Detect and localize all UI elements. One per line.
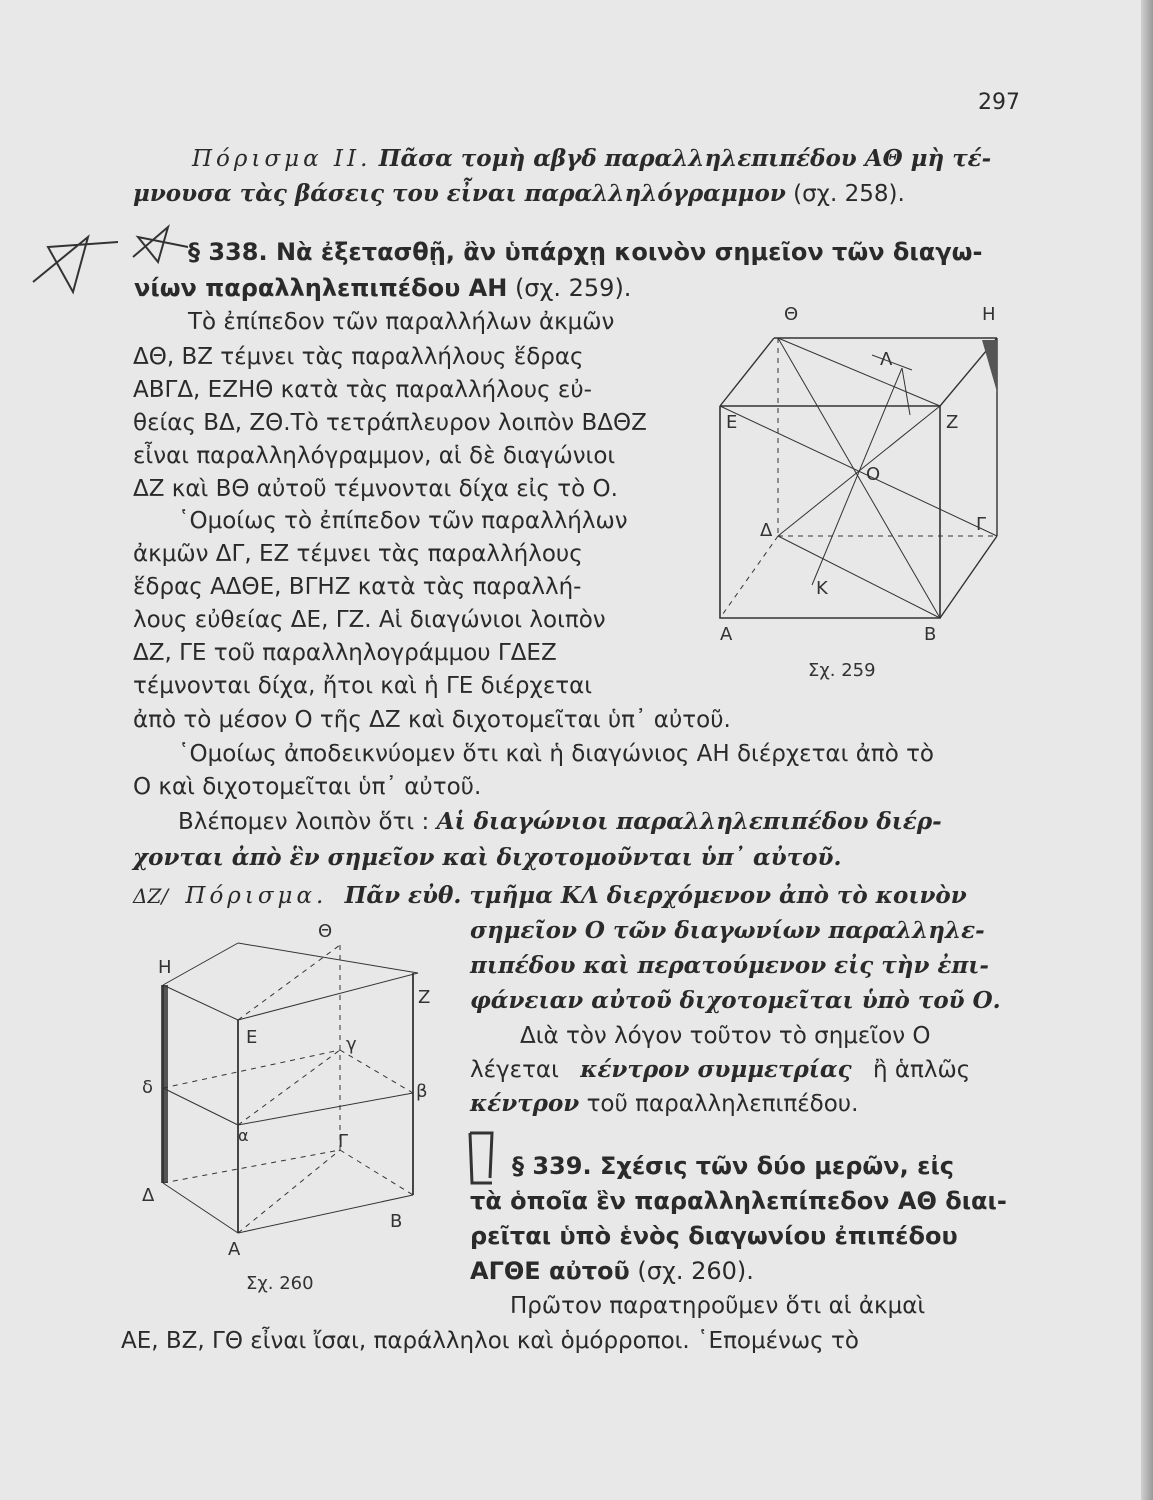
fig259-segment (902, 368, 910, 415)
porisma-line7-a: κέντρον (470, 1090, 580, 1117)
fig260-hidden-edge (340, 1050, 413, 1093)
s339-text1: Πρῶτον παρατηροῦμεν ὅτι αἱ ἀκμαὶ (510, 1293, 926, 1319)
s338-line: ῾Ομοίως τὸ ἐπίπεδον τῶν παραλλήλων (178, 508, 628, 534)
s338-line: Ο καὶ διχοτομεῖται ὑπ᾽ αὐτοῦ. (133, 774, 482, 800)
s338-title2: νίων παραλληλεπιπέδου ΑΗ (134, 274, 508, 302)
porisma-line6-a: λέγεται (470, 1057, 559, 1083)
fig260-label: Ε (246, 1027, 258, 1048)
fig260-edge (238, 943, 418, 973)
porisma-line7 (470, 1088, 858, 1120)
s338-line: ῾Ομοίως ἀποδεικνύομεν ὅτι καὶ ἡ διαγώνιος ΑΗ διέρχεται ἀπὸ τὸ (178, 741, 935, 767)
fig259-label: Ο (866, 464, 881, 485)
fig259-hidden-edge (720, 536, 778, 618)
fig259-label: Δ (760, 520, 773, 541)
porisma-line5: Διὰ τὸν λόγον τοῦτον τὸ σημεῖον Ο (520, 1023, 931, 1049)
porisma-line7-b: τοῦ παραλληλεπιπέδου. (586, 1091, 859, 1117)
porisma2-ref: (σχ. 258). (793, 181, 905, 207)
fig259-label: Λ (880, 349, 893, 370)
porisma2-text2: μνουσα τὰς βάσεις του εἶναι παραλληλόγραμμον (133, 180, 786, 207)
s338-title1: Νὰ ἐξετασθῇ, ἂν ὑπάρχῃ κοινὸν σημεῖον τῶν διαγω- (275, 238, 983, 266)
fig260-edge (238, 1195, 413, 1233)
s338-line: ΔΘ, ΒΖ τέμνει τὰς παραλλήλους ἕδρας (133, 344, 584, 370)
s339-title3: ρεῖται ὑπὸ ἑνὸς διαγωνίου ἐπιπέδου (470, 1222, 958, 1250)
fig260-edge (163, 1183, 238, 1233)
porisma2-line1 (192, 143, 991, 175)
s339-text2: ΑΕ, ΒΖ, ΓΘ εἶναι ἴσαι, παράλληλοι καὶ ὁμόρροποι. ῾Επομένως τὸ (121, 1328, 859, 1354)
s338-concl-lead: Βλέπομεν λοιπὸν ὅτι : (178, 809, 430, 835)
porisma-margin-note: ΔΖ/ (133, 884, 169, 908)
fig260-hidden-edge (238, 945, 340, 1020)
s338-line: θείας ΒΔ, ΖΘ.Τὸ τετράπλευρον λοιπὸν ΒΔΘΖ (133, 410, 647, 436)
page-edge-shadow (1141, 0, 1153, 1500)
fig259-label: Γ (976, 514, 987, 535)
s338-line: ΑΒΓΔ, ΕΖΗΘ κατὰ τὰς παραλλήλους εὐ- (133, 377, 592, 403)
s338-line: εἶναι παραλληλόγραμμον, αἱ δὲ διαγώνιοι (133, 443, 616, 469)
fig259-label: Α (720, 624, 733, 645)
fig260-label: Δ (142, 1185, 155, 1206)
s338-concl2: χονται ἀπὸ ἓν σημεῖον καὶ διχοτομοῦνται ὑπ᾽ αὐτοῦ. (133, 844, 842, 871)
fig259-shading (982, 340, 997, 392)
fig260-hidden-edge (340, 1150, 413, 1195)
fig260-label: Α (228, 1239, 241, 1260)
fig259-edge-GB (940, 536, 997, 618)
fig259-label: Θ (784, 304, 799, 325)
porisma2-text1: Πᾶσα τομὴ αβγδ παραλληλεπιπέδου ΑΘ μὴ τέ- (378, 145, 992, 172)
s338-title-line2 (134, 272, 631, 304)
s338-ref: (σχ. 259). (514, 274, 632, 302)
s338-conclusion-line1 (178, 806, 942, 838)
page-number: 297 (978, 90, 1020, 115)
porisma-line6-c: ἢ ἁπλῶς (872, 1057, 971, 1083)
s338-line: ἀκμῶν ΔΓ, ΕΖ τέμνει τὰς παραλλήλους (133, 541, 583, 567)
s338-line: ἀπὸ τὸ μέσον Ο τῆς ΔΖ καὶ διχοτομεῖται ὑπ᾽ αὐτοῦ. (133, 707, 731, 733)
fig259-label: Η (982, 304, 996, 325)
fig260-label: α (238, 1126, 249, 1145)
fig260-label: γ (346, 1034, 357, 1055)
fig260-edge (163, 1088, 238, 1125)
s339-title-line4 (470, 1255, 754, 1287)
fig260-edge (238, 973, 418, 1020)
fig260-label: β (416, 1081, 428, 1102)
fig260-label: Ζ (418, 987, 431, 1008)
fig260-label: Θ (318, 921, 333, 942)
fig259-label: Ζ (946, 412, 959, 433)
fig260-hidden-edge (238, 1050, 340, 1125)
fig259-label: Κ (816, 578, 828, 599)
porisma-text: σημεῖον Ο τῶν διαγωνίων παραλληλε- (470, 917, 985, 944)
s339-number: § 339. (512, 1152, 592, 1180)
fig260-left-shading (161, 985, 168, 1183)
fig260-hidden-edge (238, 1150, 340, 1233)
fig260-caption: Σχ. 260 (246, 1273, 314, 1294)
fig259-segment-KL (812, 368, 902, 585)
s338-concl1: Αἱ διαγώνιοι παραλληλεπιπέδου διέρ- (436, 808, 942, 835)
porisma-line6 (470, 1054, 970, 1086)
fig260-edge (238, 1093, 413, 1125)
porisma-text: πιπέδου καὶ περατούμενον εἰς τὴν ἐπι- (470, 952, 989, 979)
s338-line: ἕδρας ΑΔΘΕ, ΒΓΗΖ κατὰ τὰς παραλλή- (133, 574, 582, 600)
fig259-diagonal (778, 536, 940, 618)
fig260-label: δ (142, 1077, 154, 1098)
figure-259-parallelepiped (712, 300, 1012, 700)
s339-title2: τὰ ὁποῖα ἓν παραλληλεπίπεδον ΑΘ διαι- (470, 1187, 1007, 1215)
fig259-diagonal (778, 338, 940, 406)
fig259-caption: Σχ. 259 (808, 660, 876, 681)
porisma-line6-b: κέντρον συμμετρίας (580, 1056, 852, 1083)
fig259-label: Β (924, 624, 937, 645)
fig260-label: Η (158, 957, 172, 978)
s338-number: § 338. (188, 238, 268, 266)
s339-title1: Σχέσις τῶν δύο μερῶν, εἰς (599, 1152, 955, 1180)
figure-260-parallelepiped (128, 915, 438, 1310)
s339-title-line1 (512, 1150, 954, 1182)
porisma-label: Πόρισμα. (185, 883, 328, 909)
s338-line: ΔΖ καὶ ΒΘ αὐτοῦ τέμνονται δίχα εἰς τὸ Ο. (133, 476, 618, 502)
s338-line: ΔΖ, ΓΕ τοῦ παραλληλογράμμου ΓΔΕΖ (133, 640, 557, 666)
fig259-diagonal (778, 338, 940, 618)
s338-line: Τὸ ἐπίπεδον τῶν παραλλήλων ἀκμῶν (188, 309, 615, 335)
porisma2-label: Πόρισμα II. (192, 146, 372, 172)
fig259-label: Ε (726, 412, 738, 433)
s338-line: τέμνονται δίχα, ἤτοι καὶ ἡ ΓΕ διέρχεται (133, 673, 593, 699)
s338-line: λους εὐθείας ΔΕ, ΓΖ. Αἱ διαγώνιοι λοιπὸν (133, 607, 606, 633)
fig259-front-face (720, 406, 940, 618)
fig260-label: Β (390, 1211, 403, 1232)
fig260-hidden-edge (163, 1150, 340, 1183)
fig260-label: Γ (338, 1131, 349, 1152)
porisma-text: Πᾶν εὐθ. τμῆμα ΚΛ διερχόμενον ἀπὸ τὸ κοινὸν (344, 882, 967, 909)
porisma-text: φάνειαν αὐτοῦ διχοτομεῖται ὑπὸ τοῦ Ο. (470, 987, 1001, 1014)
fig259-edge-EH-top (720, 338, 774, 406)
porisma-line1 (133, 880, 967, 912)
fig260-edge (163, 985, 238, 1020)
s338-title-line1 (188, 236, 982, 268)
s339-ref: (σχ. 260). (637, 1257, 754, 1285)
porisma2-line2 (133, 178, 905, 210)
fig260-edge (163, 943, 238, 985)
s339-title4: ΑΓΘΕ αὐτοῦ (470, 1257, 630, 1285)
handwritten-bracket-mark (462, 1128, 502, 1188)
